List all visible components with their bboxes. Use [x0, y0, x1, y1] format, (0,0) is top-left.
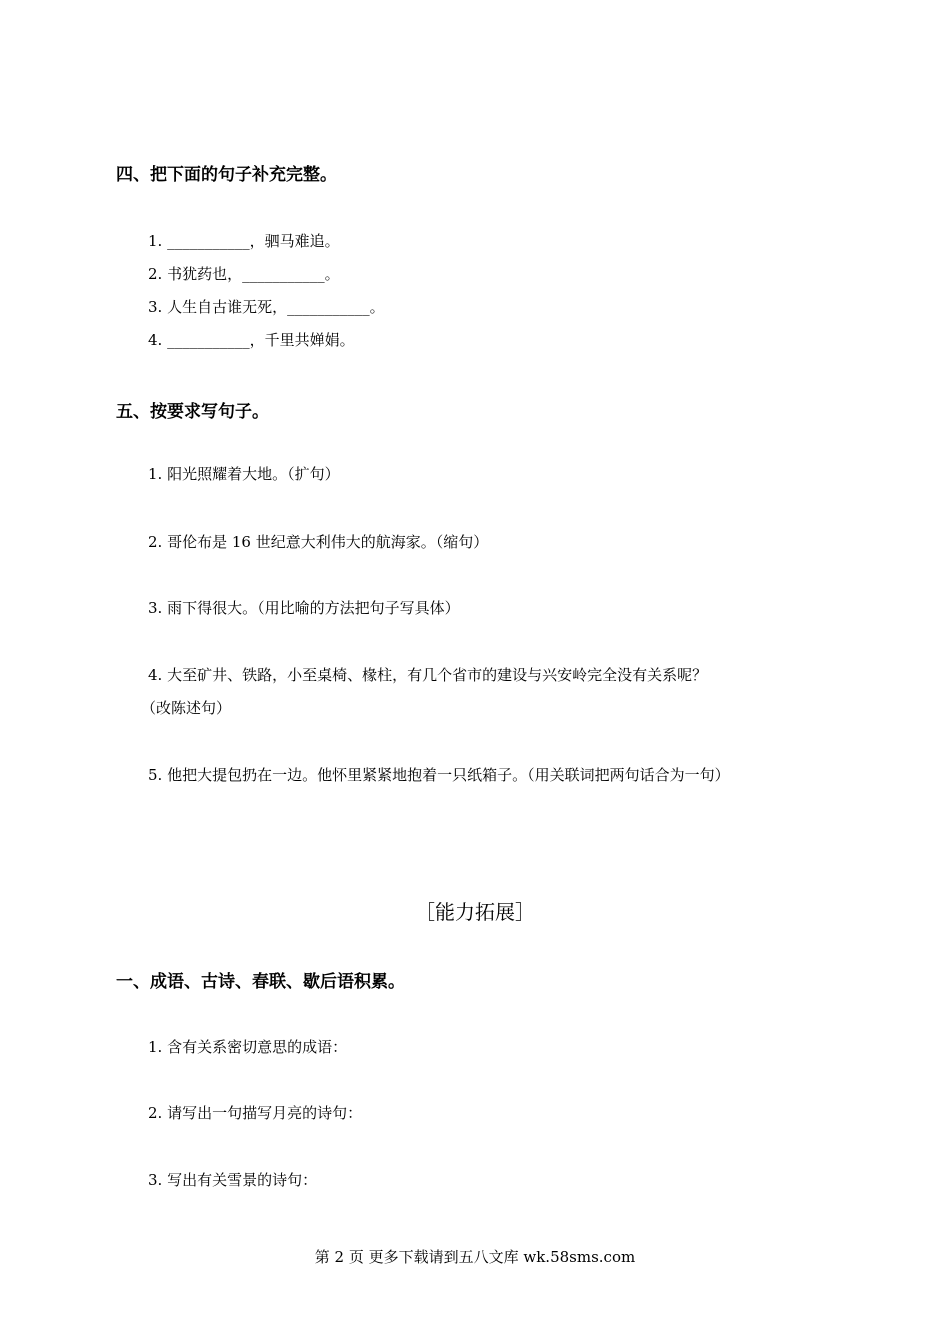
extension-item-1: 1. 含有关系密切意思的成语：: [148, 1038, 348, 1056]
section-4-item-3: 3. 人生自古谁无死，___________。: [148, 298, 385, 316]
section-5-item-4-note: （改陈述句）: [141, 699, 232, 717]
section-5-item-1: 1. 阳光照耀着大地。（扩句）: [148, 465, 340, 483]
section-5-item-5: 5. 他把大提包扔在一边。他怀里紧紧地抱着一只纸箱子。（用关联词把两句话合为一句）: [148, 766, 730, 784]
section-4-item-1: 1. ___________，驷马难追。: [148, 232, 340, 250]
page-footer: 第 2 页 更多下载请到五八文库 wk.58sms.com: [314, 1248, 636, 1266]
section-4-item-4: 4. ___________，千里共婵娟。: [148, 331, 355, 349]
extension-heading: 一、成语、古诗、春联、歇后语积累。: [116, 972, 405, 992]
extension-item-3: 3. 写出有关雪景的诗句：: [148, 1171, 318, 1189]
section-5-heading: 五、按要求写句子。: [116, 402, 269, 422]
section-4-item-2: 2. 书犹药也，___________。: [148, 265, 340, 283]
section-4-heading: 四、把下面的句子补充完整。: [116, 165, 337, 185]
extension-item-2: 2. 请写出一句描写月亮的诗句：: [148, 1104, 363, 1122]
section-5-item-2: 2. 哥伦布是 16 世纪意大利伟大的航海家。（缩句）: [148, 533, 489, 551]
ability-extension-title: ［能力拓展］: [415, 900, 535, 924]
section-5-item-3: 3. 雨下得很大。（用比喻的方法把句子写具体）: [148, 599, 460, 617]
section-5-item-4: 4. 大至矿井、铁路，小至桌椅、椽柱，有几个省市的建设与兴安岭完全没有关系呢？: [148, 666, 708, 684]
